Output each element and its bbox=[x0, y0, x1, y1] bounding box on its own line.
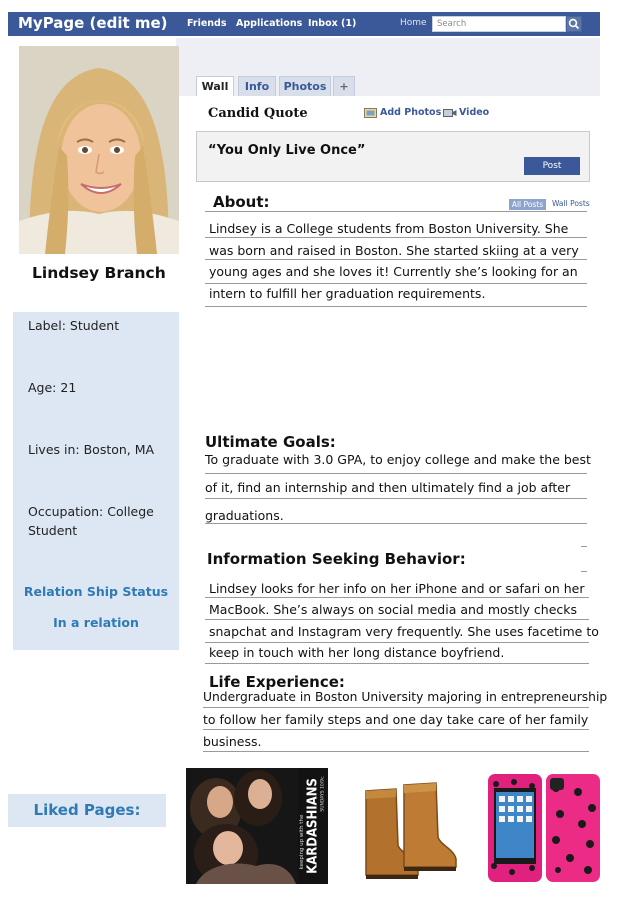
seeking-heading: Information Seeking Behavior: bbox=[207, 550, 466, 568]
relationship-status-label: Relation Ship Status bbox=[23, 584, 169, 599]
tab-wall[interactable]: Wall bbox=[196, 76, 234, 96]
search-icon bbox=[567, 17, 581, 31]
experience-line: business. bbox=[203, 734, 262, 749]
about-line: Lindsey is a College students from Boston University. She bbox=[209, 221, 569, 236]
about-line: was born and raised in Boston. She started skiing at a very bbox=[209, 243, 579, 258]
composer-title: Candid Quote bbox=[208, 106, 308, 121]
divider bbox=[205, 473, 587, 474]
liked-page-kardashians[interactable] bbox=[186, 768, 328, 884]
label-field: Label: Student bbox=[28, 318, 120, 333]
location-field: Lives in: Boston, MA bbox=[28, 442, 155, 457]
divider bbox=[203, 707, 589, 708]
search-input[interactable]: Search bbox=[432, 16, 566, 32]
divider bbox=[203, 751, 589, 752]
experience-heading: Life Experience: bbox=[209, 673, 345, 691]
liked-page-iphone[interactable] bbox=[484, 770, 604, 892]
seeking-line: MacBook. She’s always on social media and mostly checks bbox=[209, 602, 578, 617]
wall-posts-filter[interactable]: Wall Posts bbox=[552, 199, 590, 208]
seeking-line: Lindsey looks for her info on her iPhone and or safari on her bbox=[209, 581, 585, 596]
divider bbox=[205, 619, 589, 620]
divider bbox=[205, 283, 587, 284]
goals-line: graduations. bbox=[205, 508, 284, 523]
divider bbox=[205, 642, 589, 643]
search-button[interactable] bbox=[566, 16, 582, 32]
about-line: young ages and she loves it! Currently she’s looking for an bbox=[209, 264, 578, 279]
brand-title[interactable]: MyPage (edit me) bbox=[18, 14, 168, 32]
age-field: Age: 21 bbox=[28, 380, 77, 395]
occupation-field-cont: Student bbox=[28, 523, 78, 538]
divider bbox=[205, 498, 587, 499]
goals-line: of it, find an internship and then ultimately find a job after bbox=[205, 480, 571, 495]
divider bbox=[581, 546, 587, 547]
kardashians-subtitle: keeping up with the bbox=[299, 814, 305, 870]
goals-heading: Ultimate Goals: bbox=[205, 433, 336, 451]
occupation-field: Occupation: College bbox=[28, 504, 154, 519]
nav-friends[interactable]: Friends bbox=[187, 18, 227, 29]
nav-home[interactable]: Home bbox=[400, 18, 427, 28]
tab-add[interactable]: + bbox=[333, 76, 355, 96]
about-line: intern to fulfill her graduation requirements. bbox=[209, 286, 486, 301]
divider bbox=[205, 211, 587, 212]
profile-name: Lindsey Branch bbox=[32, 264, 166, 282]
quote-text: “You Only Live Once” bbox=[208, 143, 366, 158]
goals-line: To graduate with 3.0 GPA, to enjoy college and make the best bbox=[205, 452, 591, 467]
photo-icon bbox=[364, 106, 377, 124]
liked-pages-label: Liked Pages: bbox=[8, 794, 166, 827]
divider bbox=[205, 597, 589, 598]
nav-inbox[interactable]: Inbox (1) bbox=[308, 18, 357, 29]
kardashians-title: KARDASHIANS bbox=[305, 778, 321, 874]
video-icon bbox=[443, 106, 457, 124]
experience-line: to follow her family steps and one day take care of her family bbox=[203, 712, 589, 727]
seeking-line: keep in touch with her long distance boyfriend. bbox=[209, 645, 505, 660]
video-link[interactable]: Video bbox=[459, 107, 490, 118]
divider bbox=[205, 663, 589, 664]
divider bbox=[205, 523, 587, 524]
all-posts-filter[interactable]: All Posts bbox=[509, 199, 546, 210]
tab-photos[interactable]: Photos bbox=[279, 76, 331, 96]
experience-line: Undergraduate in Boston University majoring in entrepreneurship bbox=[203, 690, 608, 704]
seeking-line: snapchat and Instagram very frequently. She uses facetime to bbox=[209, 624, 599, 639]
relationship-status-value: In a relation bbox=[53, 615, 139, 630]
divider bbox=[205, 259, 587, 260]
profile-photo bbox=[19, 46, 179, 254]
info-sidebar bbox=[13, 312, 179, 650]
divider bbox=[581, 571, 587, 572]
divider bbox=[205, 237, 587, 238]
post-button[interactable]: Post bbox=[524, 157, 580, 175]
about-heading: About: bbox=[213, 193, 270, 211]
add-photos-link[interactable]: Add Photos bbox=[380, 107, 442, 118]
nav-applications[interactable]: Applications bbox=[236, 18, 303, 29]
liked-page-ugg-boots[interactable] bbox=[356, 775, 464, 883]
divider bbox=[205, 306, 587, 307]
tab-info[interactable]: Info bbox=[238, 76, 276, 96]
divider bbox=[203, 729, 589, 730]
kardashians-airtime: SUNDAYS 10/9c bbox=[320, 776, 326, 812]
